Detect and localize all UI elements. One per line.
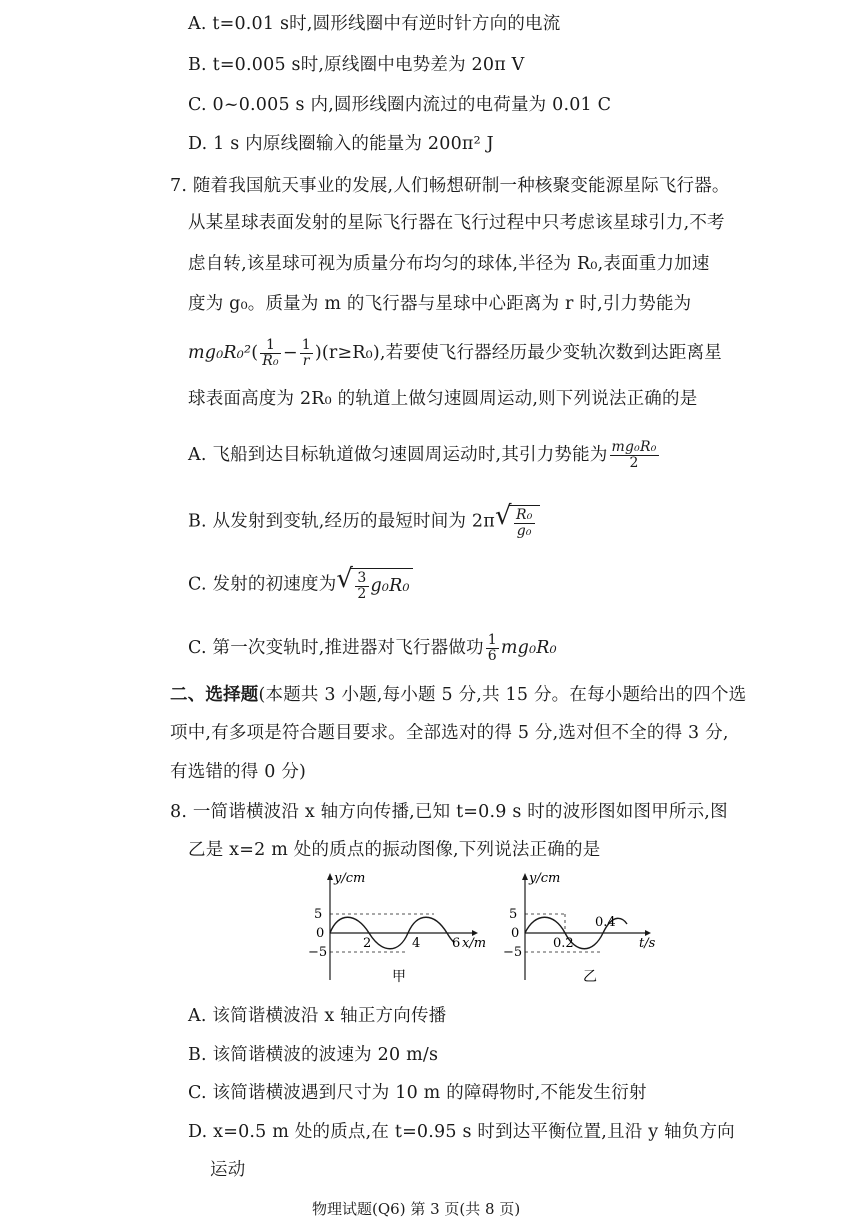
y-axis-label: y/cm — [334, 871, 366, 886]
q7-line-6: 球表面高度为 2R₀ 的轨道上做匀速圆周运动,则下列说法正确的是 — [188, 389, 698, 409]
q6-option-c: C. 0~0.005 s 内,圆形线圈内流过的电荷量为 0.01 C — [188, 95, 612, 115]
q7-line-1: 7. 随着我国航天事业的发展,人们畅想研制一种核聚变能源星际飞行器。 — [170, 176, 730, 196]
q8-option-c: C. 该简谐横波遇到尺寸为 10 m 的障碍物时,不能发生衍射 — [188, 1083, 647, 1103]
vibration-graph-svg — [497, 868, 677, 988]
figure-caption-yi: 乙 — [583, 969, 597, 985]
y-tick-neg5: −5 — [308, 945, 328, 960]
q6-option-d: D. 1 s 内原线圈输入的能量为 200π² J — [188, 134, 494, 154]
t-tick-0-2: 0.2 — [553, 936, 574, 951]
q8-line-1: 8. 一简谐横波沿 x 轴方向传播,已知 t=0.9 s 时的波形图如图甲所示,图 — [170, 802, 728, 822]
q6-option-b: B. t=0.005 s时,原线圈中电势差为 20π V — [188, 55, 525, 75]
q7-line-2: 从某星球表面发射的星际飞行器在飞行过程中只考虑该星球引力,不考 — [188, 213, 725, 233]
y-tick-5: 5 — [509, 907, 518, 922]
section-2-title: 二、选择题 — [170, 685, 259, 705]
x-tick-2: 2 — [363, 936, 372, 951]
x-tick-6: 6 — [452, 936, 461, 951]
y-tick-0: 0 — [316, 926, 325, 941]
y-tick-neg5: −5 — [503, 945, 523, 960]
q7-option-d: C. 第一次变轨时,推进器对飞行器做功 $\frac{1}{6}$ mg₀R₀ — [188, 632, 557, 664]
section-2-line-1: 二、选择题(本题共 3 小题,每小题 5 分,共 15 分。在每小题给出的四个选 — [170, 685, 747, 705]
q7-option-b: B. 从发射到变轨,经历的最短时间为 2π √ $\frac{\text{R₀}}{\text{g₀}}$ — [188, 505, 540, 539]
q7-line-3: 虑自转,该星球可视为质量分布均匀的球体,半径为 R₀,表面重力加速 — [188, 254, 710, 274]
q7-option-a: A. 飞船到达目标轨道做匀速圆周运动时,其引力势能为 $\frac{\text{mg₀R₀}}{2}$ — [188, 439, 657, 471]
section-2-line-2: 项中,有多项是符合题目要求。全部选对的得 5 分,选对但不全的得 3 分, — [170, 723, 729, 743]
q8-option-d-line-1: D. x=0.5 m 处的质点,在 t=0.95 s 时到达平衡位置,且沿 y 轴负方向 — [188, 1122, 735, 1142]
y-axis-label: y/cm — [529, 871, 561, 886]
y-tick-0: 0 — [511, 926, 520, 941]
potential-suffix: (r≥R₀),若要使飞行器经历最少变轨次数到达距离星 — [321, 343, 722, 363]
q8-line-2: 乙是 x=2 m 处的质点的振动图像,下列说法正确的是 — [188, 840, 601, 860]
option-a-fraction: $\frac{\text{mg₀R₀}}{2}$ — [611, 439, 657, 471]
sqrt-symbol: √ $\frac{\text{R₀}}{\text{g₀}}$ — [495, 505, 540, 539]
t-axis-label: t/s — [639, 936, 656, 951]
page-footer: 物理试题(Q6) 第 3 页(共 8 页) — [312, 1200, 521, 1218]
sqrt-symbol: √ $\frac{3}{2}$ g₀R₀ — [336, 568, 412, 602]
q7-line-4: 度为 g₀。质量为 m 的飞行器与星球中心距离为 r 时,引力势能为 — [188, 294, 692, 314]
vibration-graph-figure — [497, 868, 677, 988]
y-axis-arrow — [522, 873, 528, 880]
figure-caption-jia: 甲 — [392, 969, 406, 985]
q8-option-d-line-2: 运动 — [210, 1160, 246, 1180]
wave-graph-figure — [300, 868, 490, 988]
option-d-fraction: $\frac{1}{6}$ — [487, 632, 497, 664]
x-tick-4: 4 — [412, 936, 421, 951]
wave-graph-svg — [300, 868, 490, 988]
q8-option-a: A. 该简谐横波沿 x 轴正方向传播 — [188, 1006, 447, 1026]
potential-prefix: mg₀R₀² — [188, 343, 252, 363]
section-2-line-3: 有选错的得 0 分) — [170, 762, 307, 782]
q7-line-5: mg₀R₀²( $\frac{1}{\text{R₀}}$ − $\frac{1}{r}$ )(r≥R₀),若要使飞行器经历最少变轨次数到达距离星 — [188, 337, 722, 369]
x-axis-label: x/m — [462, 936, 487, 951]
t-tick-0-4: 0.4 — [595, 915, 616, 930]
q7-option-c: C. 发射的初速度为 √ $\frac{3}{2}$ g₀R₀ — [188, 568, 413, 602]
y-axis-arrow — [327, 873, 333, 880]
y-tick-5: 5 — [314, 907, 323, 922]
fraction-1: $\frac{1}{\text{R₀}}$ — [262, 337, 279, 369]
fraction-2: $\frac{1}{r}$ — [301, 337, 311, 369]
q6-option-a: A. t=0.01 s时,圆形线圈中有逆时针方向的电流 — [188, 14, 561, 34]
q8-option-b: B. 该简谐横波的波速为 20 m/s — [188, 1045, 439, 1065]
